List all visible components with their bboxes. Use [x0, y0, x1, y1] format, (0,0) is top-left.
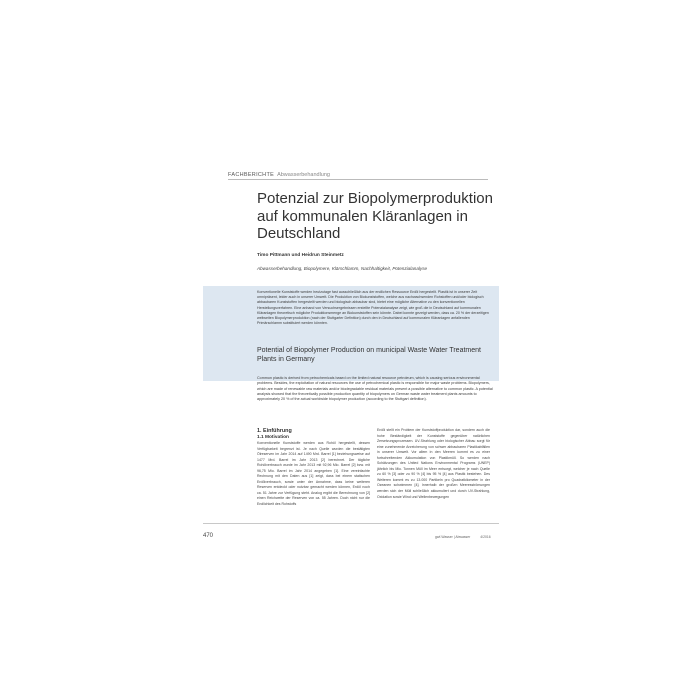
article-authors: Timo Pittmann und Heidrun Steinmetz — [257, 253, 344, 258]
english-title: Potential of Biopolymer Production on municipal Waste Water Treatment Plants in Germany — [257, 347, 481, 363]
body-text-left: Konventionelle Kunststoffe werden aus Rohöl hergestellt, dessen Verfügbarkeit begrenzt ist. Je nach Quelle wurden die bestätigten Ölreserven im Jahr 2014 auf 1490 Mrd. Barrel [1] beziehungsweise auf 1477 Mrd. Barrel im Jahr 2013 [2] berechnet. Der tägliche Rohölverbrauch wurde im Jahr 2013 mit 92,96 Mio. Barrel [2] bzw. mit 96,75 Mio. Barrel im Jahr 2014 angegeben [1]. Eine vereinfachte Rechnung mit den Daten aus [1] zeigt, dass bei einem statischen Erdölverbrauch, sowie unter der Annahme, dass keine weiteren Reserven entdeckt oder nutzbar gemacht werden können, Erdöl noch ca. 51 Jahre zur Verfügung steht. Analog ergibt die Berechnung von [2] einen Reichweite der Reserven von ca. 55 Jahren. Doch nicht nur die Endlichkeit des Rohstoffs — [257, 441, 370, 507]
body-column-left — [257, 428, 370, 508]
article-keywords: Abwasserbehandlung, Biopolymere, Klärschlamm, Nachhaltigkeit, Potenzialanalyse — [257, 266, 428, 271]
section-heading: 1. Einführung — [257, 428, 292, 434]
body-column-right — [377, 428, 490, 500]
section-title: FACHBERICHTE — [228, 172, 275, 178]
section-header — [228, 172, 330, 178]
journal-page — [195, 160, 510, 545]
page-number: 470 — [203, 533, 214, 539]
journal-name: gwf-Wasser | Abwasser — [435, 535, 471, 539]
header-divider — [228, 179, 488, 180]
article-title: Potenzial zur Biopolymerproduktion auf kommunalen Kläranlagen in Deutschland — [257, 190, 493, 242]
section-subtitle: Abwasserbehandlung — [277, 172, 330, 178]
subsection-heading: 1.1 Motivation — [257, 435, 289, 440]
footer-divider — [203, 523, 499, 524]
abstract-german: Konventionelle Kunststoffe werden heutzutage fast ausschließlich aus der endlichen Ressource Erdöl hergestellt. Plastik ist in unserer Zeit omnipräsent, leider auch in unserer Umwelt. Die Produktion von Biokunststoffen, welche aus nachwachsenden Rohstoffen und/oder biologisch abbaubaren Kunststoffen hergestellt werden und biologisch abbaubar sind, bietet eine mögliche Alternative zu den konventionellen Herstellungsverfahren. Eine anhand von Versuchsergebnissen erstellte Potenzialanalyse zeigt, wie groß die in Deutschland auf kommunalen Kläranlagen theoretisch mögliche Produktionsmenge an Biokunststoffen sein könnte. Dabei konnte gezeigt werden, dass ca. 20 % der derzeitigen weltweiten Biopolymerproduktion (nach der Stuttgarter Definition) durch den in Deutschland auf kommunalen Kläranlagen anfallenden Primärschlamm substituiert werden könnten. — [257, 290, 489, 326]
body-text-right: Erdöl stellt ein Problem der Kunststoffproduktion dar, sondern auch die hohe Beständigkeit der Kunststoffe gegenüber natürlichen Zersetzungsprozessen. UV-Strahlung oder biologischer Abbau sorgt für eine zunehmende Anreicherung von schwer abbaubaren Plastikabfällen in unserer Umwelt. Vor allem in den Meeren kommt es zu einer fortschreitenden Akkumulation von Plastikmüll. So werden nach Schätzungen des United Nations Environmental Programs (UNEP) jährlich bis Mio. Tonnen Müll im Meer entsorgt, welcher je nach Quelle zu 60 % [3] oder zu 90 % [4] bis 95 % [4] aus Plastik bestehen. Des Weiteren kommt es zu 13.000 Partikeln pro Quadratkilometer in der Ozeanen schwimmen [4]. Innerhalb der großen Meeresströmungen werden sich der Müll schließlich akkumuliert und durch UV-Strahlung, Oxidation sowie Wind und Wellenbewegungen — [377, 428, 490, 499]
journal-footer — [435, 535, 491, 539]
abstract-english: Common plastic is derived from petrochemicals based on the limited natural resource petroleum, which is causing serious environmental problems. Besides, the exploitation of natural resources the use of petrochemical plastic is responsible for major waste problems. Biopolymers, which are made of renewable raw materials and/or biodegradable residual materials present a possible alternative to common plastic. A potential analysis showed that the theoretically possible production quantity of biopolymers on German waste water treatment plants amounts to approximately 20 % of the actual worldwide biopolymer production (according to the Stuttgart definition). — [257, 376, 493, 402]
journal-issue: 4/2016 — [480, 535, 491, 539]
abstract-box — [203, 286, 499, 381]
